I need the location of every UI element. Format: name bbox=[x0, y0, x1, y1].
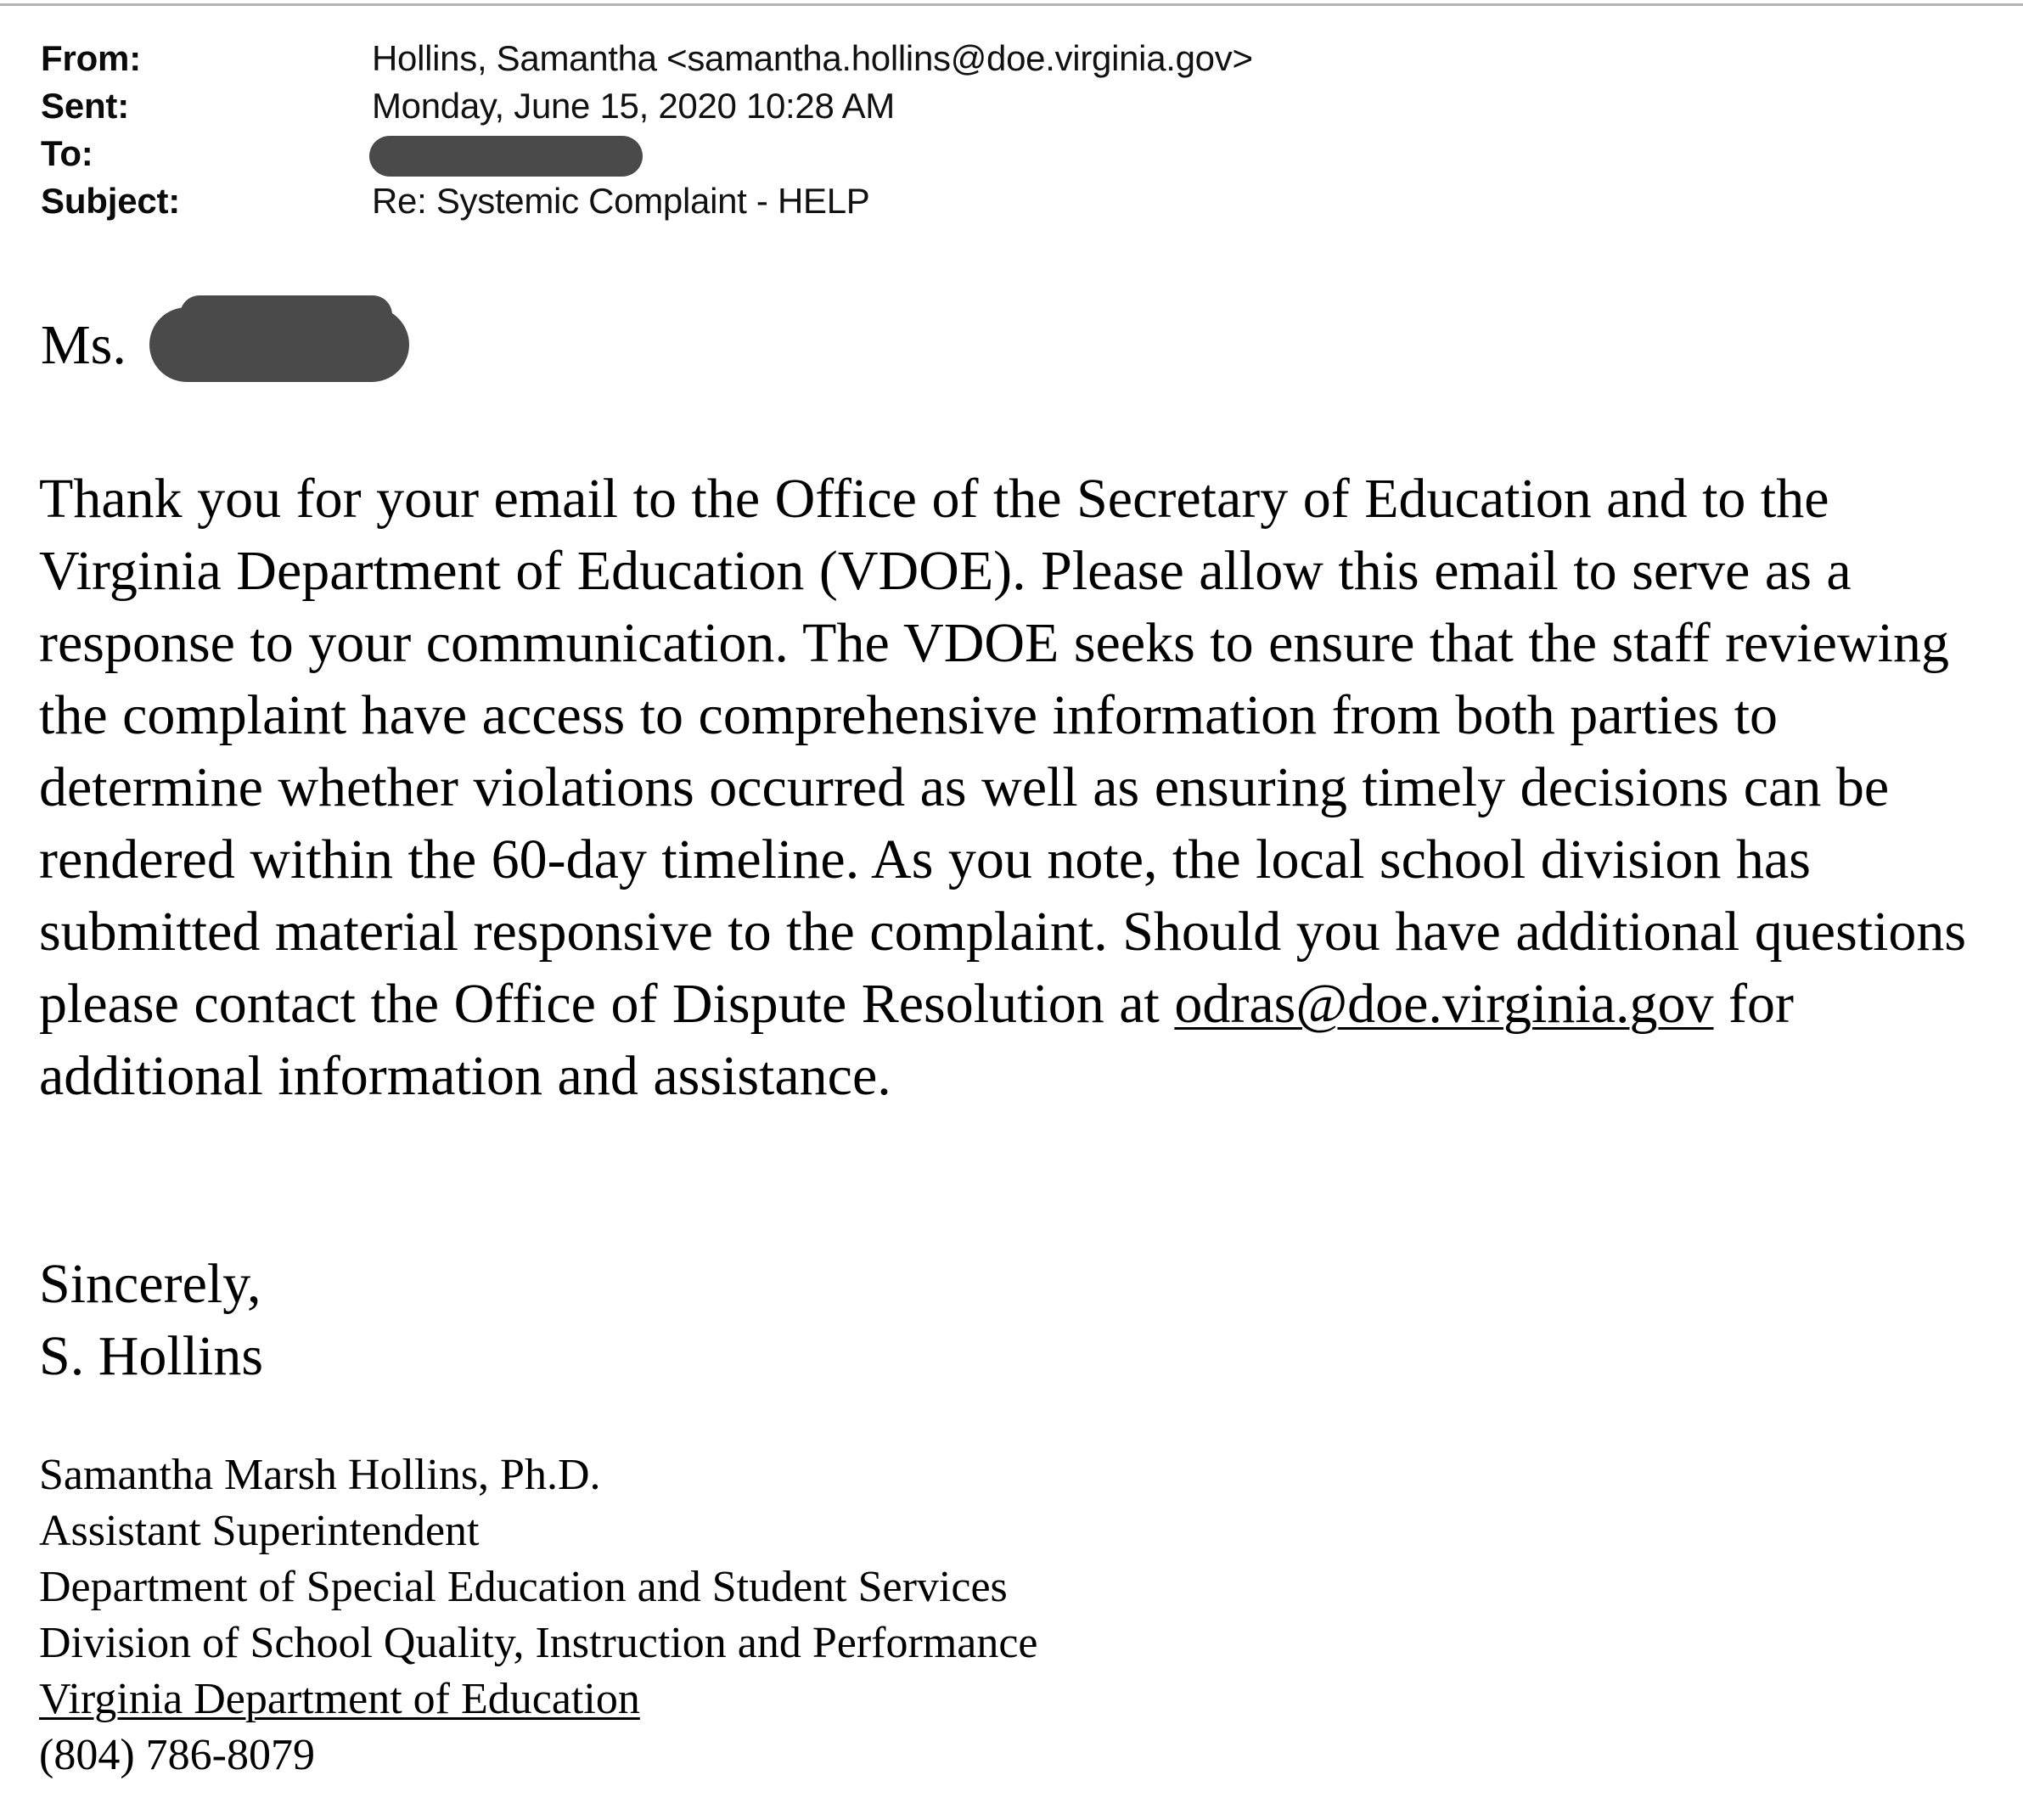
email-body-paragraph bbox=[39, 463, 1992, 1112]
to-label: To: bbox=[41, 133, 93, 173]
signature-phone-number: (804) 786-8079 bbox=[39, 1731, 315, 1779]
sent-label: Sent: bbox=[41, 86, 130, 126]
salutation-line bbox=[41, 312, 126, 379]
signature-division: Division of School Quality, Instruction and Performance bbox=[39, 1619, 1038, 1667]
closing-signer-name: S. Hollins bbox=[39, 1325, 264, 1387]
salutation-prefix: Ms. bbox=[41, 314, 126, 376]
body-text-part1: Thank you for your email to the Office of the Secretary of Education and to the Virginia Department of Education (VDOE). Please allow this email to serve as a response to your communication. The VDOE seeks to ensure that the staff reviewing the complaint have access to comprehensive information from both parties to determine whether violations occurred as well as ensuring timely decisions can be rendered within the 60-day timeline. As you note, the local school division has submitted material responsive to the complaint. Should you have additional questions please contact the Office of Dispute Resolution at bbox=[39, 468, 1967, 1035]
header-row-sent bbox=[41, 85, 1824, 132]
signature-organization-link[interactable]: Virginia Department of Education bbox=[39, 1675, 640, 1723]
from-value: Hollins, Samantha <samantha.hollins@doe.virginia.gov> bbox=[372, 38, 1253, 78]
dispute-resolution-email-link[interactable]: odras@doe.virginia.gov bbox=[1174, 973, 1714, 1035]
subject-label: Subject: bbox=[41, 181, 181, 221]
email-closing-block bbox=[39, 1248, 263, 1392]
signature-department: Department of Special Education and Student Services bbox=[39, 1563, 1008, 1611]
top-divider-rule bbox=[0, 3, 2023, 6]
signature-full-name: Samantha Marsh Hollins, Ph.D. bbox=[39, 1451, 601, 1499]
header-row-from bbox=[41, 37, 1824, 85]
redaction-mark-recipient bbox=[369, 136, 643, 177]
sent-value: Monday, June 15, 2020 10:28 AM bbox=[372, 86, 895, 126]
closing-salutation: Sincerely, bbox=[39, 1253, 261, 1315]
subject-value: Re: Systemic Complaint - HELP bbox=[372, 181, 870, 221]
header-row-to bbox=[41, 132, 1824, 180]
signature-job-title: Assistant Superintendent bbox=[39, 1507, 480, 1555]
from-label: From: bbox=[41, 38, 141, 78]
email-header-block bbox=[41, 37, 1824, 228]
body-text-part2: for additional information and assistance. bbox=[39, 973, 1794, 1107]
redaction-mark-salutation-name bbox=[149, 307, 409, 382]
header-row-subject bbox=[41, 180, 1824, 228]
email-signature-block bbox=[39, 1447, 1038, 1783]
